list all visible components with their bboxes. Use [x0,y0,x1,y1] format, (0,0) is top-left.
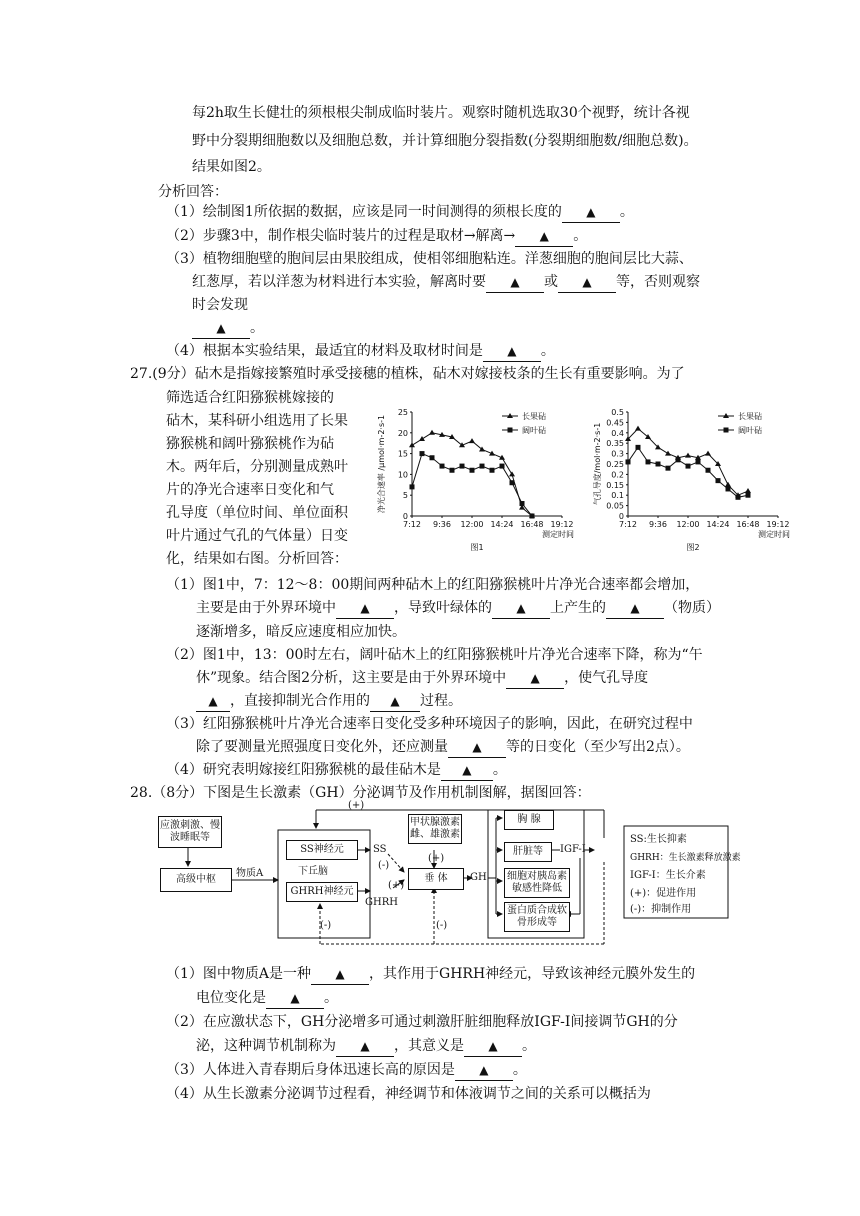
data-point-square [656,462,661,467]
blank-triangle-icon: ▲ [530,671,540,685]
blank-triangle-icon: ▲ [390,694,400,708]
y-axis-label: 气孔导度/mol·m-2·s-1 [593,422,602,506]
data-point-triangle [419,436,425,441]
q27-line-2: 筛选适合红阳猕猴桃嫁接的 [166,390,334,406]
q28-p1-text-1: （1）图中物质A是一种 [166,966,312,982]
y-tick-label: 10 [397,470,408,480]
ghrh-promote-sign: (+) [388,880,405,891]
data-point-square [696,459,701,464]
q26-p1-end: 。 [619,204,634,220]
x-tick-label: 19:12 [766,520,790,529]
q27-part-2-line-3 [196,691,462,712]
intro-line-2: 野中分裂期细胞数以及细胞总数，并计算细胞分裂指数(分裂期细胞数/细胞总数)。 [192,133,698,149]
q27-part-2-line-1: （2）图1中，13：00时左右，阔叶砧木上的红阳猕猴桃叶片净光合速率下降，称为“午 [166,647,703,663]
figure-2-svg [588,404,788,554]
chart-title: 图1 [470,543,484,552]
q26-p3-text-a: 红葱厚，若以洋葱为材料进行本实验，解离时要 [192,274,486,290]
q28-part-2-line-2 [196,1036,536,1057]
q27-p1-text-4: （物质） [664,600,720,616]
blank-triangle-icon: ▲ [507,344,517,358]
answer-blank[interactable] [441,760,493,781]
feedback-inhibit-sign-2: (-) [436,920,448,931]
ss-inhibit-sign: (-) [378,860,390,871]
q27-part-4 [166,760,507,781]
thyroid-hormone-box: 甲状腺激素雌、雄激素 [408,814,462,844]
q27-p2-text-4: 过程。 [420,693,462,709]
answer-blank[interactable] [196,691,230,712]
q26-p2-text: （2）步骤3中，制作根尖临时装片的过程是取材→解离→ [166,228,516,244]
thyroid-promote-sign: (+) [428,853,445,864]
answer-blank[interactable] [311,964,369,985]
blank-triangle-icon: ▲ [360,601,370,615]
data-point-square [686,464,691,469]
legend-item-igf: IGF-Ⅰ：生长介素 [630,870,706,881]
q27-p2-text-2: ，使气孔导度 [564,670,649,686]
data-point-square [706,468,711,473]
data-point-square [410,484,415,489]
blank-triangle-icon: ▲ [582,275,592,289]
q28-part-1-line-1 [166,964,695,985]
gh-regulation-diagram [150,800,741,948]
data-point-square [530,514,535,519]
y-tick-label: 0.25 [606,460,624,469]
q26-p3-end: 。 [250,320,264,336]
blank-triangle-icon: ▲ [462,763,472,777]
data-point-square [520,501,525,506]
data-point-triangle [509,471,515,476]
legend-label: 阔叶砧 [522,426,546,435]
data-point-square [510,480,515,485]
answer-blank[interactable] [336,1036,394,1057]
data-point-triangle [745,488,751,493]
q28-part-2-line-1: （2）在应激状态下，GH分泌增多可通过刺激肝脏细胞释放IGF-Ⅰ间接调节GH的分 [166,1014,678,1030]
data-point-square [500,464,505,469]
q28-part-1-line-2 [196,988,338,1009]
data-point-triangle [635,426,641,431]
answer-blank[interactable] [464,1036,522,1057]
x-tick-label: 16:48 [736,520,760,529]
data-point-triangle [705,451,711,456]
q27-part-3-line-1: （3）红阳猕猴桃叶片净光合速率日变化受多种环境因子的影响，因此，在研究过程中 [166,716,693,732]
figure-1-svg [372,404,572,554]
q28-part-4: （4）从生长激素分泌调节过程看，神经调节和体液调节之间的关系可以概括为 [166,1086,651,1102]
data-point-square [430,455,435,460]
blank-triangle-icon: ▲ [630,601,640,615]
feedback-promote-sign: (+) [348,800,365,811]
blank-triangle-icon: ▲ [208,694,218,708]
q28-p3-text-1: （3）人体进入青春期后身体迅速长高的原因是 [166,1062,455,1078]
answer-blank[interactable] [370,691,420,712]
q28-p2-text-1: 泌，这种调节机制称为 [196,1038,336,1054]
legend-item-promote: (+)：促进作用 [630,888,697,899]
data-point-square [746,493,751,498]
legend-label: 长果砧 [738,412,762,421]
q28-p1-text-4: 。 [324,990,338,1006]
q27-p3-text-1: 除了要测量光照强度日变化外，还应测量 [196,739,448,755]
q26-p3-text-b: 或 [544,274,558,290]
y-tick-label: 0.2 [611,470,624,480]
pituitary-box: 垂 体 [408,868,464,890]
q27-p4-text-2: 。 [492,762,507,778]
legend-item-ss: SS:生长抑素 [630,834,687,845]
q27-part-1-line-2 [196,598,720,619]
q26-p4-end: 。 [540,343,555,359]
q27-p1-text-3: 上产生的 [550,600,606,616]
q26-part-3-line-3: 时会发现 [192,297,248,313]
x-tick-label: 14:24 [490,520,514,529]
x-axis-label: 测定时间 [542,530,574,539]
q28-p1-text-2: ，其作用于GHRH神经元，导致该神经元膜外发生的 [369,966,696,982]
q27-p3-text-2: 等的日变化（至少写出2点）。 [506,739,690,755]
data-point-triangle [409,442,415,447]
data-point-square [736,495,741,500]
data-point-square [480,464,485,469]
q27-line-4: 猕猴桃和阔叶猕猴桃作为砧 [166,436,334,452]
blank-triangle-icon: ▲ [510,275,520,289]
data-point-square [666,466,671,471]
x-tick-label: 7:12 [403,520,421,529]
legend-label: 长果砧 [522,412,546,421]
y-tick-label: 0.45 [606,418,624,428]
data-point-triangle [665,451,671,456]
q27-p2-text-1: 休”现象。结合图2分析，这主要是由于外界环境中 [196,670,507,686]
data-point-triangle [685,453,691,458]
answer-blank[interactable] [266,988,324,1009]
answer-blank[interactable] [455,1060,513,1081]
q26-part-3-line-1: （3）植物细胞壁的胞间层由果胶组成，使相邻细胞粘连。洋葱细胞的胞间层比大蒜、 [166,251,693,267]
analysis-label: 分析回答： [158,184,228,200]
y-tick-label: 25 [397,408,408,417]
blank-triangle-icon: ▲ [539,229,549,243]
legend-marker-square [724,428,729,433]
blank-triangle-icon: ▲ [488,1039,498,1053]
q27-part-1-line-1: （1）图1中，7：12～8：00期间两种砧木上的红阳猕猴桃叶片净光合速率都会增加， [166,577,700,593]
blank-triangle-icon: ▲ [290,991,300,1005]
data-point-square [636,445,641,450]
q26-part-3-line-2 [192,272,700,293]
data-point-triangle [469,438,475,443]
q26-part-1 [166,202,634,223]
x-tick-label: 12:00 [460,520,484,529]
answer-blank[interactable] [558,272,616,293]
feedback-inhibit-sign-1: (-) [320,920,332,931]
q27-part-1-line-3: 逐渐增多，暗反应速度相应加快。 [196,624,406,640]
q27-p4-text-1: （4）研究表明嫁接红阳猕猴桃的最佳砧木是 [166,762,441,778]
q26-p1-text: （1）绘制图1所依据的数据，应该是同一时间测得的须根长度的 [166,204,562,220]
x-tick-label: 16:48 [520,520,544,529]
ghrh-neuron-box: GHRH神经元 [286,882,358,902]
q26-part-3-line-4 [192,318,264,339]
x-axis-label: 测定时间 [758,530,790,539]
data-point-square [626,459,631,464]
answer-blank[interactable] [483,341,541,362]
answer-blank[interactable] [336,598,394,619]
q26-p2-end: 。 [573,228,588,244]
q27-p1-text-1: 主要是由于外界环境中 [196,600,336,616]
data-point-triangle [429,430,435,435]
data-point-square [460,464,465,469]
y-tick-label: 0.35 [606,439,624,449]
x-tick-label: 9:36 [433,520,451,529]
figure-2-chart [588,404,788,554]
ss-neuron-box: SS神经元 [286,840,358,860]
y-tick-label: 5 [402,491,408,501]
legend-label: 阔叶砧 [738,426,762,435]
y-tick-label: 0.15 [606,480,624,490]
data-point-square [646,459,651,464]
intro-line-1: 每2h取生长健壮的须根根尖制成临时装片。观察时随机选取30个视野，统计各视 [192,105,690,121]
data-point-square [450,468,455,473]
q27-line-7: 孔导度（单位时间、单位面积 [166,505,348,521]
answer-blank[interactable] [486,272,544,293]
answer-blank[interactable] [506,668,564,689]
data-point-square [440,464,445,469]
q28-p2-text-3: 。 [522,1038,536,1054]
blank-triangle-icon: ▲ [472,740,482,754]
q27-line-8: 叶片通过气孔的气体量）日变 [166,528,348,544]
q27-p1-text-2: ，导致叶绿体的 [394,600,492,616]
legend-marker-square [508,428,513,433]
data-point-square [726,486,731,491]
q27-line-6: 片的净光合速率日变化和气 [166,482,334,498]
y-tick-label: 15 [397,449,408,459]
intro-line-3: 结果如图2。 [192,159,271,175]
x-tick-label: 12:00 [676,520,700,529]
igf-label: IGF-Ⅰ [560,844,586,855]
legend-item-ghrh: GHRH：生长激素释放激素 [630,853,741,863]
y-tick-label: 0 [618,512,624,521]
q27-line-9: 化，结果如右图。分析回答： [166,551,348,567]
x-tick-label: 9:36 [649,520,667,529]
data-point-square [420,451,425,456]
blank-triangle-icon: ▲ [479,1063,489,1077]
q28-part-3 [166,1060,527,1081]
q28-p2-text-2: ，其意义是 [394,1038,464,1054]
data-point-square [676,457,681,462]
blank-triangle-icon: ▲ [216,321,226,335]
blank-triangle-icon: ▲ [586,205,596,219]
ss-label: SS [373,844,387,855]
answer-blank[interactable] [606,598,664,619]
q27-line-5: 木。两年后，分别测量成熟叶 [166,459,348,475]
answer-blank[interactable] [448,737,506,758]
answer-blank[interactable] [192,318,250,339]
hypothalamus-label: 下丘脑 [298,866,328,877]
q28-heading: 28.（8分）下图是生长激素（GH）分泌调节及作用机制图解，据图回答： [130,785,591,801]
answer-blank[interactable] [492,598,550,619]
substance-a-label: 物质A [236,868,264,879]
thymus-box: 胸 腺 [504,810,554,830]
y-axis-label: 净光合速率 /μmol·m-2·s-1 [377,414,386,514]
blank-triangle-icon: ▲ [360,1039,370,1053]
data-point-triangle [725,482,731,487]
chart-title: 图2 [686,543,700,552]
x-tick-label: 14:24 [706,520,730,529]
q26-part-4 [166,341,555,362]
y-tick-label: 0 [402,512,408,521]
x-tick-label: 7:12 [619,520,637,529]
data-point-square [490,468,495,473]
insulin-sensitivity-box: 细胞对胰岛素敏感性降低 [504,868,570,898]
figure-1-chart [372,404,572,554]
q27-heading: 27.(9分）砧木是指嫁接繁殖时承受接穗的植株，砧木对嫁接枝条的生长有重要影响。为了 [130,366,685,382]
q26-p4-text: （4）根据本实验结果，最适宜的材料及取材时间是 [166,343,483,359]
protein-synthesis-box: 蛋白质合成软骨形成等 [504,902,570,932]
q27-p2-text-3: ，直接抑制光合作用的 [230,693,370,709]
y-tick-label: 20 [397,428,408,438]
liver-box: 肝脏等 [504,842,552,862]
stress-box: 应激刺激、慢波睡眠等 [158,816,222,848]
q27-line-3: 砧木，某科研小组选用了长果 [166,413,348,429]
data-point-square [470,468,475,473]
x-tick-label: 19:12 [550,520,574,529]
ghrh-label: GHRH [365,897,398,908]
blank-triangle-icon: ▲ [335,967,345,981]
q27-part-3-line-2 [196,737,690,758]
y-tick-label: 0.4 [611,428,624,438]
legend-item-inhibit: (-)：抑制作用 [630,904,692,915]
q28-p1-text-3: 电位变化是 [196,990,266,1006]
data-point-square [716,478,721,483]
q26-p3-text-c: 等，否则观察 [616,274,700,290]
y-tick-label: 0.5 [611,408,624,417]
y-tick-label: 0.3 [611,449,624,459]
answer-blank[interactable] [515,226,573,247]
series-line [412,433,532,516]
q28-p3-text-2: 。 [512,1062,527,1078]
y-tick-label: 0.1 [611,491,624,501]
blank-triangle-icon: ▲ [516,601,526,615]
answer-blank[interactable] [562,202,620,223]
gh-label: GH [470,872,487,883]
q26-part-2 [166,226,587,247]
higher-center-box: 高级中枢 [160,868,232,892]
y-tick-label: 0.05 [606,501,624,511]
q27-part-2-line-2 [196,668,648,689]
